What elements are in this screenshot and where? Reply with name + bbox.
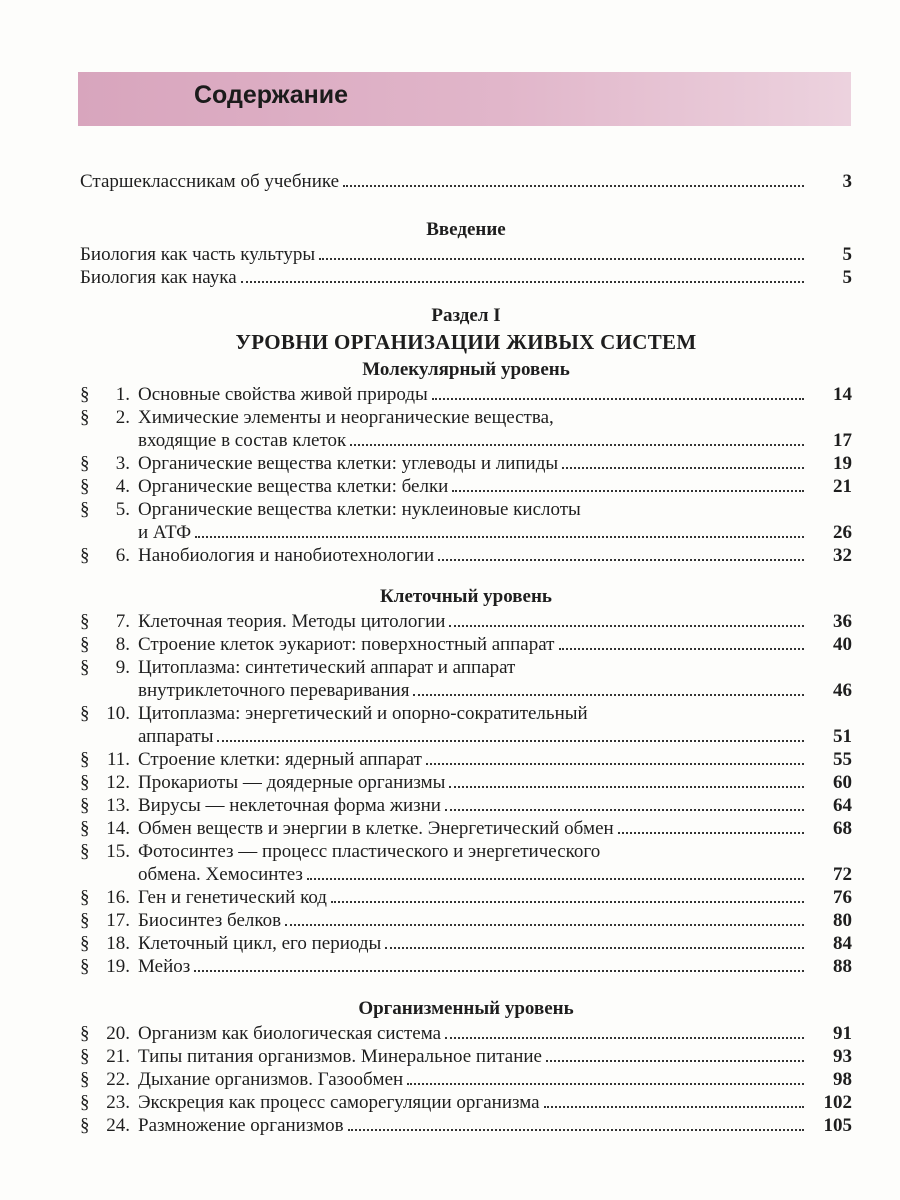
- dot-leader: [452, 489, 804, 492]
- paragraph-number: [80, 1114, 138, 1137]
- paragraph-num: 11.: [106, 749, 130, 770]
- cellular-level-heading: Клеточный уровень: [380, 586, 552, 607]
- section-title: УРОВНИ ОРГАНИЗАЦИИ ЖИВЫХ СИСТЕМ: [235, 330, 697, 354]
- section-sign: §: [80, 384, 90, 405]
- toc-entry[interactable]: [80, 1068, 852, 1091]
- toc-entry-title: Строение клетки: ядерный аппарат: [138, 749, 422, 770]
- toc-entry-page: 5: [842, 267, 852, 288]
- toc-entry-title: Мейоз: [138, 956, 191, 977]
- toc-entry-page: 84: [833, 933, 852, 954]
- toc-entry-page: 36: [833, 611, 852, 632]
- toc-entry-title: Размножение организмов: [138, 1115, 344, 1136]
- section-sign: §: [80, 818, 90, 839]
- toc-entry[interactable]: [80, 1091, 852, 1114]
- toc-entry[interactable]: [80, 544, 852, 567]
- dot-leader: [407, 1082, 804, 1085]
- page-title: Содержание: [194, 81, 349, 109]
- dot-leader: [449, 785, 804, 788]
- toc-entry-page: 88: [833, 956, 852, 977]
- paragraph-number: [80, 909, 138, 932]
- paragraph-number: [80, 475, 138, 498]
- toc-entry[interactable]: [80, 1045, 852, 1068]
- toc-entry-title: Экскреция как процесс саморегуляции организма: [138, 1092, 540, 1113]
- paragraph-num: 16.: [106, 887, 130, 908]
- toc-entry-title: Фотосинтез — процесс пластического и энергетического: [138, 841, 601, 862]
- toc-entry-page: 32: [833, 545, 852, 566]
- section-sign: §: [80, 657, 90, 678]
- paragraph-number: [80, 886, 138, 909]
- paragraph-num: 24.: [106, 1115, 130, 1136]
- paragraph-number: [80, 406, 138, 429]
- toc-entry[interactable]: [80, 656, 852, 679]
- toc-entry-title: обмена. Хемосинтез: [138, 864, 303, 885]
- section-sign: §: [80, 407, 90, 428]
- section-sign: §: [80, 841, 90, 862]
- toc-entry[interactable]: [80, 452, 852, 475]
- toc-entry-title: внутриклеточного переваривания: [138, 680, 410, 701]
- section-sign: §: [80, 1069, 90, 1090]
- paragraph-number: [80, 794, 138, 817]
- toc-entry[interactable]: [80, 955, 852, 978]
- toc-entry[interactable]: [80, 886, 852, 909]
- toc-entry-page: 72: [833, 864, 852, 885]
- section-sign: §: [80, 476, 90, 497]
- paragraph-number: [80, 955, 138, 978]
- toc-entry-title: Клеточная теория. Методы цитологии: [138, 611, 446, 632]
- section-sign: §: [80, 703, 90, 724]
- paragraph-num: 14.: [106, 818, 130, 839]
- toc-entry-intro[interactable]: [80, 170, 852, 193]
- toc-entry-title: Клеточный цикл, его периоды: [138, 933, 382, 954]
- paragraph-number: [80, 840, 138, 863]
- toc-entry-continued[interactable]: [80, 863, 852, 886]
- toc-entry-title: Органические вещества клетки: углеводы и липиды: [138, 453, 559, 474]
- dot-leader: [426, 762, 804, 765]
- dot-leader: [544, 1105, 804, 1108]
- paragraph-number: [80, 544, 138, 567]
- section-label: Раздел I: [431, 305, 501, 326]
- paragraph-num: 20.: [106, 1023, 130, 1044]
- dot-leader: [331, 900, 804, 903]
- paragraph-num: 9.: [115, 657, 130, 678]
- paragraph-num: 8.: [115, 634, 130, 655]
- section-sign: §: [80, 1023, 90, 1044]
- cellular-list: [80, 610, 852, 978]
- dot-leader: [385, 946, 804, 949]
- toc-entry[interactable]: [80, 475, 852, 498]
- dot-leader: [217, 739, 804, 742]
- paragraph-number: [80, 633, 138, 656]
- dot-leader: [438, 558, 804, 561]
- toc-entry[interactable]: [80, 932, 852, 955]
- toc-entry[interactable]: [80, 840, 852, 863]
- molecular-level-heading: Молекулярный уровень: [362, 359, 570, 380]
- paragraph-number: [80, 498, 138, 521]
- section-sign: §: [80, 1092, 90, 1113]
- dot-leader: [445, 808, 804, 811]
- toc-entry-page: 105: [823, 1115, 852, 1136]
- paragraph-num: 15.: [106, 841, 130, 862]
- dot-leader: [348, 1128, 804, 1131]
- paragraph-num: 22.: [106, 1069, 130, 1090]
- paragraph-num: 13.: [106, 795, 130, 816]
- toc-entry-title: Вирусы — неклеточная форма жизни: [138, 795, 441, 816]
- toc-entry-title: аппараты: [138, 726, 214, 747]
- section-sign: §: [80, 499, 90, 520]
- toc-entry-page: 76: [833, 887, 852, 908]
- organism-level-heading: Организменный уровень: [358, 998, 574, 1019]
- dot-leader: [343, 184, 804, 187]
- paragraph-number: [80, 932, 138, 955]
- section-sign: §: [80, 910, 90, 931]
- dot-leader: [319, 257, 804, 260]
- paragraph-number: [80, 656, 138, 679]
- toc-entry-continued[interactable]: [80, 521, 852, 544]
- toc-entry[interactable]: [80, 498, 852, 521]
- paragraph-number: [80, 1068, 138, 1091]
- toc-entry-title: Нанобиология и нанобиотехнологии: [138, 545, 435, 566]
- toc-entry-title: Дыхание организмов. Газообмен: [138, 1069, 404, 1090]
- paragraph-num: 5.: [115, 499, 130, 520]
- toc-entry-title: и АТФ: [138, 522, 192, 543]
- organism-list: [80, 1022, 852, 1137]
- paragraph-number: [80, 702, 138, 725]
- toc-entry-page: 46: [833, 680, 852, 701]
- toc-entry[interactable]: [80, 817, 852, 840]
- paragraph-num: 2.: [115, 407, 130, 428]
- toc-entry-title: Органические вещества клетки: нуклеиновые кислоты: [138, 499, 581, 520]
- toc-entry-page: 98: [833, 1069, 852, 1090]
- paragraph-num: 17.: [106, 910, 130, 931]
- toc-entry[interactable]: [80, 383, 852, 406]
- paragraph-num: 12.: [106, 772, 130, 793]
- dot-leader: [413, 693, 804, 696]
- toc-entry-page: 91: [833, 1023, 852, 1044]
- dot-leader: [307, 877, 804, 880]
- toc-entry-title: Старшеклассникам об учебнике: [80, 171, 340, 192]
- paragraph-num: 6.: [115, 545, 130, 566]
- toc-entry-title: Типы питания организмов. Минеральное питание: [138, 1046, 542, 1067]
- paragraph-num: 18.: [106, 933, 130, 954]
- paragraph-number: [80, 610, 138, 633]
- paragraph-num: 23.: [106, 1092, 130, 1113]
- section-sign: §: [80, 545, 90, 566]
- section-sign: §: [80, 749, 90, 770]
- paragraph-number: [80, 1091, 138, 1114]
- toc-entry-title: Обмен веществ и энергии в клетке. Энергетический обмен: [138, 818, 614, 839]
- toc-entry-page: 60: [833, 772, 852, 793]
- section-sign: §: [80, 795, 90, 816]
- toc-entry-title: Основные свойства живой природы: [138, 384, 428, 405]
- toc-entry-page: 19: [833, 453, 852, 474]
- toc-entry-continued[interactable]: [80, 429, 852, 452]
- toc-entry-page: 102: [823, 1092, 852, 1113]
- toc-entry-title: Цитоплазма: синтетический аппарат и аппарат: [138, 657, 516, 678]
- paragraph-number: [80, 771, 138, 794]
- toc-entry-page: 17: [833, 430, 852, 451]
- toc-entry-page: 80: [833, 910, 852, 931]
- toc-entry-title: входящие в состав клеток: [138, 430, 347, 451]
- section-sign: §: [80, 1046, 90, 1067]
- toc-entry-page: 40: [833, 634, 852, 655]
- paragraph-num: 7.: [115, 611, 130, 632]
- dot-leader: [559, 647, 805, 650]
- section-sign: §: [80, 634, 90, 655]
- section-sign: §: [80, 1115, 90, 1136]
- toc-entry[interactable]: [80, 1114, 852, 1137]
- toc-entry[interactable]: [80, 243, 852, 266]
- toc-entry-continued[interactable]: [80, 725, 852, 748]
- dot-leader: [350, 443, 804, 446]
- toc-entry-title: Биология как часть культуры: [80, 244, 316, 265]
- header-band: [78, 72, 851, 126]
- paragraph-num: 3.: [115, 453, 130, 474]
- section-sign: §: [80, 611, 90, 632]
- dot-leader: [194, 969, 804, 972]
- toc-entry-title: Органические вещества клетки: белки: [138, 476, 449, 497]
- dot-leader: [432, 397, 804, 400]
- paragraph-num: 19.: [106, 956, 130, 977]
- toc-entry-page: 68: [833, 818, 852, 839]
- toc-entry[interactable]: [80, 266, 852, 289]
- paragraph-num: 4.: [115, 476, 130, 497]
- toc-entry-title: Прокариоты — доядерные организмы: [138, 772, 446, 793]
- dot-leader: [546, 1059, 804, 1062]
- toc-entry[interactable]: [80, 406, 852, 429]
- toc-entry-page: 26: [833, 522, 852, 543]
- introduction-heading: Введение: [426, 219, 506, 240]
- dot-leader: [445, 1036, 804, 1039]
- toc-entry-page: 93: [833, 1046, 852, 1067]
- toc-entry-page: 3: [842, 171, 852, 192]
- toc-entry[interactable]: [80, 1022, 852, 1045]
- toc-entry[interactable]: [80, 702, 852, 725]
- toc-entry-title: Биология как наука: [80, 267, 237, 288]
- toc-entry[interactable]: [80, 794, 852, 817]
- toc-entry-title: Строение клеток эукариот: поверхностный аппарат: [138, 634, 555, 655]
- toc-entry-continued[interactable]: [80, 679, 852, 702]
- toc-entry-page: 21: [833, 476, 852, 497]
- paragraph-num: 21.: [106, 1046, 130, 1067]
- toc-entry[interactable]: [80, 909, 852, 932]
- table-of-contents: [80, 170, 852, 1137]
- paragraph-number: [80, 1022, 138, 1045]
- toc-entry-title: Ген и генетический код: [138, 887, 327, 908]
- paragraph-number: [80, 748, 138, 771]
- dot-leader: [241, 280, 804, 283]
- dot-leader: [285, 923, 804, 926]
- dot-leader: [562, 466, 804, 469]
- toc-entry-title: Организм как биологическая система: [138, 1023, 442, 1044]
- toc-entry-page: 5: [842, 244, 852, 265]
- toc-entry-title: Биосинтез белков: [138, 910, 282, 931]
- paragraph-number: [80, 817, 138, 840]
- section-sign: §: [80, 772, 90, 793]
- toc-entry-title: Цитоплазма: энергетический и опорно-сократительный: [138, 703, 588, 724]
- toc-entry[interactable]: [80, 771, 852, 794]
- section-sign: §: [80, 933, 90, 954]
- section-sign: §: [80, 887, 90, 908]
- paragraph-number: [80, 452, 138, 475]
- paragraph-num: 1.: [115, 384, 130, 405]
- dot-leader: [195, 535, 804, 538]
- toc-entry-page: 55: [833, 749, 852, 770]
- dot-leader: [449, 624, 804, 627]
- toc-entry-page: 64: [833, 795, 852, 816]
- toc-entry-page: 51: [833, 726, 852, 747]
- toc-entry[interactable]: [80, 748, 852, 771]
- molecular-list: [80, 383, 852, 567]
- section-sign: §: [80, 453, 90, 474]
- paragraph-num: 10.: [106, 703, 130, 724]
- toc-entry-page: 14: [833, 384, 852, 405]
- dot-leader: [618, 831, 804, 834]
- toc-entry[interactable]: [80, 633, 852, 656]
- toc-entry[interactable]: [80, 610, 852, 633]
- paragraph-number: [80, 1045, 138, 1068]
- paragraph-number: [80, 383, 138, 406]
- toc-entry-title: Химические элементы и неорганические вещества,: [138, 407, 554, 428]
- section-sign: §: [80, 956, 90, 977]
